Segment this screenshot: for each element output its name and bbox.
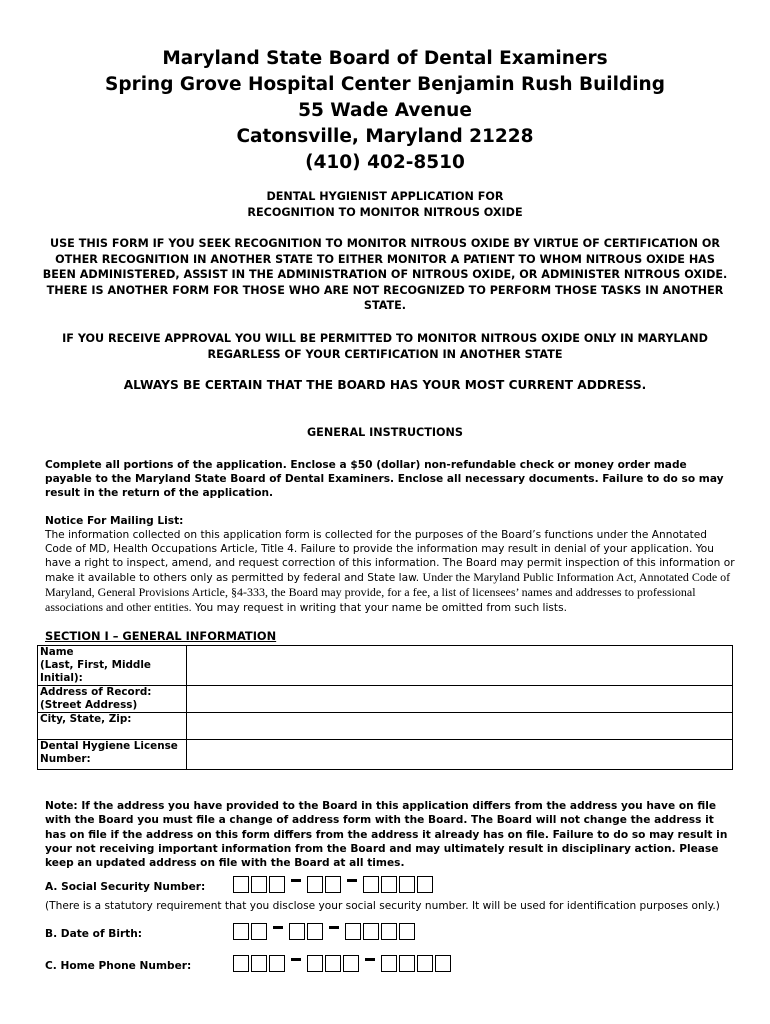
city-state-zip-input[interactable] bbox=[187, 713, 733, 740]
notice-public-info: Under the Maryland Public Information Act, Annotated Code of Maryland, General Provisions Article, §4-333, the Board may provide, for a fee, a list of licensees’ names and addresses to professional associations and other entities. bbox=[45, 570, 731, 614]
approval-statement: IF YOU RECEIVE APPROVAL YOU WILL BE PERMITTED TO MONITOR NITROUS OXIDE ONLY IN MARYLAND REGARLESS OF YOUR CERTIFICATION IN ANOTHER STATE bbox=[62, 332, 708, 361]
ssn-digit-box[interactable] bbox=[417, 876, 433, 893]
form-title-line-2: RECOGNITION TO MONITOR NITROUS OXIDE bbox=[247, 206, 523, 219]
dob-digit-box[interactable] bbox=[363, 923, 379, 940]
board-city: Catonsville, Maryland 21228 bbox=[236, 126, 534, 147]
board-building: Spring Grove Hospital Center Benjamin Rush Building bbox=[105, 74, 665, 95]
board-phone: (410) 402-8510 bbox=[305, 152, 465, 173]
phone-digit-box[interactable] bbox=[399, 955, 415, 972]
ssn-digit-box[interactable] bbox=[399, 876, 415, 893]
dob-digit-box[interactable] bbox=[251, 923, 267, 940]
ssn-digit-box[interactable] bbox=[307, 876, 323, 893]
phone-digit-box[interactable] bbox=[325, 955, 341, 972]
board-header bbox=[0, 46, 770, 176]
ssn-digit-box[interactable] bbox=[363, 876, 379, 893]
city-state-zip-label: City, State, Zip: bbox=[38, 713, 187, 740]
home-phone-label: C. Home Phone Number: bbox=[45, 960, 192, 972]
phone-digit-box[interactable] bbox=[307, 955, 323, 972]
license-label-line-1: Dental Hygiene License bbox=[40, 740, 178, 752]
dob-digit-box[interactable] bbox=[289, 923, 305, 940]
ssn-disclosure-note: (There is a statutory requirement that you disclose your social security number. It will be used for identification purposes only.) bbox=[45, 900, 720, 912]
name-input[interactable] bbox=[187, 646, 733, 686]
dob-digit-box[interactable] bbox=[345, 923, 361, 940]
dash-separator bbox=[273, 926, 283, 929]
name-label-line-2: (Last, First, Middle Initial): bbox=[40, 659, 151, 684]
ssn-digit-box[interactable] bbox=[325, 876, 341, 893]
notice-text: The information collected on this application form is collected for the purposes of the Board’s functions under the Annotated Code of MD, Health Occupations Article, Title 4. Failure to provide the information may result in denial of your application. You have a right to inspect, amend, and request correction of this information. The Board may permit inspection of this information or make it available to others only as permitted by federal and State law. bbox=[45, 529, 735, 584]
phone-digit-box[interactable] bbox=[343, 955, 359, 972]
dash-separator bbox=[329, 926, 339, 929]
license-number-input[interactable] bbox=[187, 740, 733, 770]
ssn-digit-box[interactable] bbox=[269, 876, 285, 893]
license-label bbox=[38, 740, 187, 770]
address-label-line-2: (Street Address) bbox=[40, 699, 138, 711]
board-street: 55 Wade Avenue bbox=[298, 100, 472, 121]
ssn-digit-box[interactable] bbox=[381, 876, 397, 893]
phone-digit-box[interactable] bbox=[435, 955, 451, 972]
phone-digit-box[interactable] bbox=[417, 955, 433, 972]
notice-omit: You may request in writing that your name be omitted from such lists. bbox=[195, 602, 567, 614]
dob-label: B. Date of Birth: bbox=[45, 928, 143, 940]
ssn-label: A. Social Security Number: bbox=[45, 881, 206, 893]
notice-title: Notice For Mailing List: bbox=[45, 515, 184, 527]
dob-digit-box[interactable] bbox=[307, 923, 323, 940]
ssn-input[interactable] bbox=[233, 876, 435, 893]
name-label-line-1: Name bbox=[40, 646, 74, 658]
address-label bbox=[38, 686, 187, 713]
address-change-note: Note: If the address you have provided to the Board in this application differs from the address you have on file with the Board you must file a change of address form with the Board. The Board will not change the address it has on file if the address on this form differs from the address it already has on file. Failure to do so may result in your not receiving important information from the Board and may ultimately result in disciplinary action. Please keep an updated address on file with the Board at all times. bbox=[45, 800, 728, 870]
notice-paragraph bbox=[45, 528, 735, 615]
ssn-digit-box[interactable] bbox=[251, 876, 267, 893]
dob-digit-box[interactable] bbox=[399, 923, 415, 940]
board-name: Maryland State Board of Dental Examiners bbox=[162, 48, 608, 69]
name-label bbox=[38, 646, 187, 686]
general-info-table bbox=[37, 645, 733, 770]
dash-separator bbox=[291, 879, 301, 882]
dash-separator bbox=[365, 958, 375, 961]
phone-digit-box[interactable] bbox=[381, 955, 397, 972]
dob-digit-box[interactable] bbox=[381, 923, 397, 940]
dash-separator bbox=[291, 958, 301, 961]
phone-digit-box[interactable] bbox=[233, 955, 249, 972]
ssn-digit-box[interactable] bbox=[233, 876, 249, 893]
license-label-line-2: Number: bbox=[40, 753, 91, 765]
address-label-line-1: Address of Record: bbox=[40, 686, 152, 698]
use-form-instructions: USE THIS FORM IF YOU SEEK RECOGNITION TO MONITOR NITROUS OXIDE BY VIRTUE OF CERTIFICATION OR OTHER RECOGNITION IN ANOTHER STATE TO EITHER MONITOR A PATIENT TO WHOM NITROUS OXIDE HAS BEEN ADMINISTERED, ASSIST IN THE ADMINISTRATION OF NITROUS OXIDE, OR ADMINISTER NITROUS OXIDE. THERE IS ANOTHER FORM FOR THOSE WHO ARE NOT RECOGNIZED TO PERFORM THOSE TASKS IN ANOTHER STATE. bbox=[42, 237, 728, 312]
address-reminder: ALWAYS BE CERTAIN THAT THE BOARD HAS YOUR MOST CURRENT ADDRESS. bbox=[123, 378, 647, 392]
form-title-line-1: DENTAL HYGIENIST APPLICATION FOR bbox=[266, 190, 504, 203]
section-1-title: SECTION I – GENERAL INFORMATION bbox=[45, 629, 277, 643]
complete-instructions: Complete all portions of the application. Enclose a $50 (dollar) non-refundable check or money order made payable to the Maryland State Board of Dental Examiners. Enclose all necessary documents. Failure to do so may result in the return of the application. bbox=[45, 459, 724, 499]
dob-digit-box[interactable] bbox=[233, 923, 249, 940]
home-phone-input[interactable] bbox=[233, 955, 453, 972]
dob-input[interactable] bbox=[233, 923, 417, 940]
phone-digit-box[interactable] bbox=[251, 955, 267, 972]
form-title bbox=[0, 189, 770, 221]
phone-digit-box[interactable] bbox=[269, 955, 285, 972]
general-instructions-title: GENERAL INSTRUCTIONS bbox=[307, 426, 463, 439]
street-address-input[interactable] bbox=[187, 686, 733, 713]
dash-separator bbox=[347, 879, 357, 882]
